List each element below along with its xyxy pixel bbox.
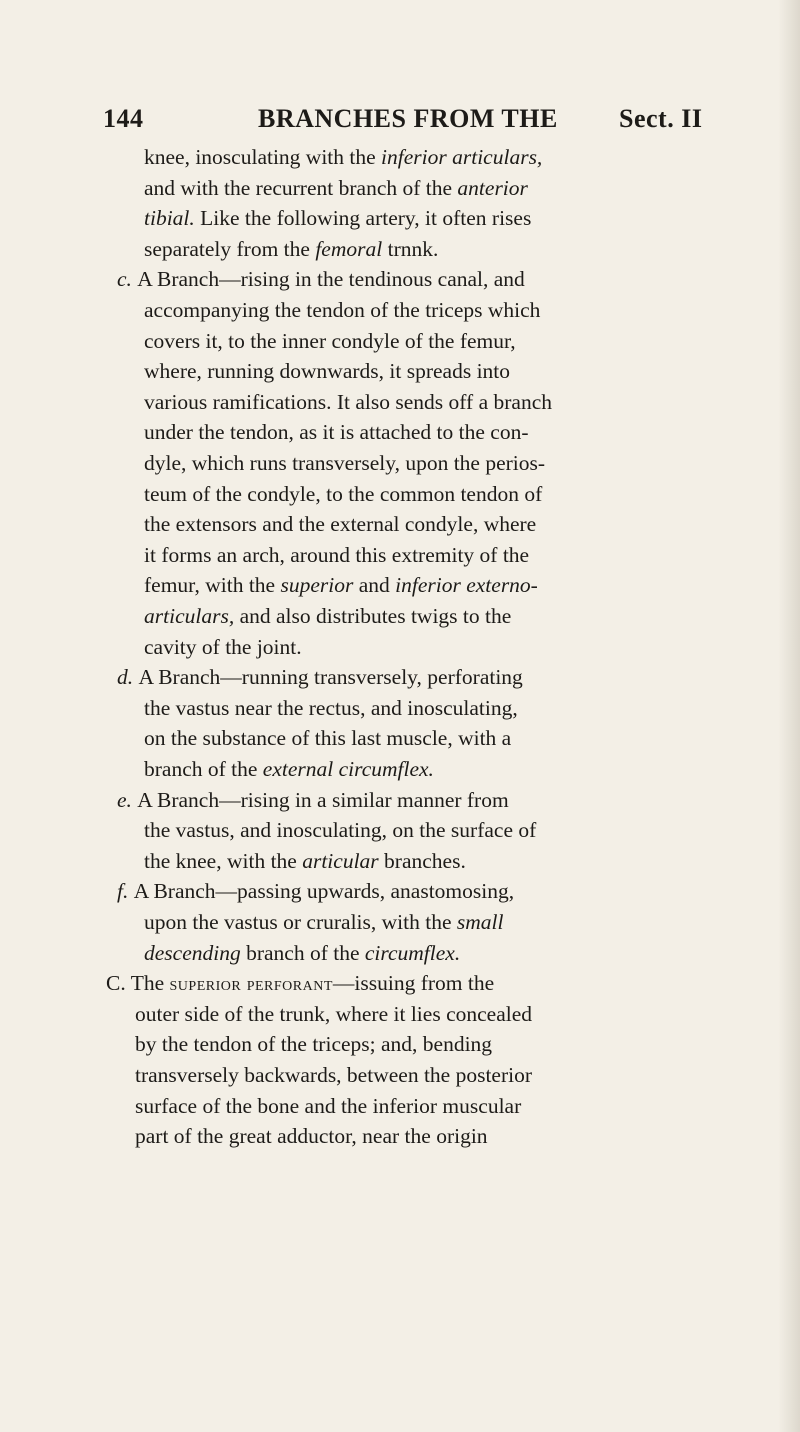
- text-line: [106, 968, 494, 1000]
- text-line: [117, 662, 523, 693]
- item-label: f.: [117, 879, 134, 904]
- text-line: [144, 693, 518, 724]
- text-span: A Branch—running transversely, perforating: [138, 665, 523, 690]
- italic-term: articular: [302, 848, 379, 873]
- text-span: where, running downwards, it spreads into: [144, 359, 511, 384]
- italic-term: inferior articulars,: [381, 145, 543, 169]
- text-line: [144, 417, 529, 448]
- text-line: [144, 601, 511, 632]
- running-title: BRANCHES FROM THE: [258, 104, 558, 133]
- text-span: and also distributes twigs to the: [234, 604, 512, 628]
- text-span: the vastus near the rectus, and inosculating,: [144, 695, 518, 720]
- text-span: accompanying the tendon of the triceps which: [144, 298, 541, 322]
- text-line: [117, 785, 509, 816]
- item-label: d.: [117, 665, 139, 690]
- text-span: A Branch—rising in a similar manner from: [137, 787, 509, 812]
- text-span: the extensors and the external condyle, where: [144, 512, 537, 537]
- text-line: [144, 846, 466, 877]
- italic-term: external circumflex.: [262, 757, 434, 781]
- text-span: C. The: [106, 971, 170, 996]
- text-span: the knee, with the: [144, 848, 303, 873]
- text-span: and with the recurrent branch of the: [144, 175, 458, 200]
- text-line: [144, 509, 536, 540]
- italic-term: inferior externo-: [395, 573, 538, 598]
- italic-term: superior: [280, 573, 354, 598]
- text-line: [135, 1121, 488, 1152]
- text-span: cavity of the joint.: [144, 634, 302, 659]
- text-span: trnnk.: [382, 236, 439, 261]
- text-line: [144, 632, 302, 663]
- text-line: [144, 234, 438, 265]
- text-span: femur, with the: [144, 573, 281, 598]
- text-line: [135, 1060, 532, 1091]
- text-span: branch of the: [240, 940, 365, 965]
- text-line: [144, 326, 516, 357]
- text-span: it forms an arch, around this extremity of the: [144, 542, 530, 567]
- text-span: transversely backwards, between the posterior: [135, 1063, 533, 1087]
- text-line: [144, 203, 531, 234]
- item-label: e.: [117, 787, 138, 812]
- text-line: [144, 387, 552, 418]
- item-label: c.: [117, 267, 138, 292]
- text-line: [144, 173, 528, 204]
- text-line: [144, 570, 538, 601]
- running-header: [103, 104, 743, 144]
- text-line: [144, 142, 542, 173]
- italic-term: circumflex.: [364, 940, 461, 965]
- italic-term: small: [456, 910, 504, 934]
- text-span: dyle, which runs transversely, upon the perios-: [144, 451, 546, 475]
- text-span: on the substance of this last muscle, with a: [144, 726, 512, 751]
- text-span: surface of the bone and the inferior muscular: [135, 1093, 522, 1118]
- text-span: by the tendon of the triceps; and, bending: [135, 1032, 493, 1057]
- text-span: A Branch—passing upwards, anastomosing,: [133, 879, 515, 904]
- text-line: [144, 295, 540, 326]
- text-line: [135, 1091, 521, 1122]
- text-span: —issuing from the: [332, 971, 495, 996]
- text-line: [144, 907, 503, 938]
- text-span: teum of the condyle, to the common tendon of: [144, 481, 543, 506]
- text-span: branches.: [378, 848, 466, 873]
- text-line: [135, 1029, 492, 1060]
- text-span: part of the great adductor, near the origin: [135, 1124, 488, 1149]
- text-line: [144, 815, 536, 846]
- text-line: [144, 938, 460, 969]
- text-line: [144, 754, 434, 785]
- text-line: [135, 999, 532, 1030]
- text-line: [144, 448, 545, 479]
- page-edge-shadow: [778, 0, 800, 1432]
- italic-term: descending: [144, 940, 241, 965]
- text-span: outer side of the trunk, where it lies concealed: [135, 1001, 533, 1026]
- small-caps-term: superior perforant: [169, 973, 333, 996]
- text-span: the vastus, and inosculating, on the surface of: [144, 818, 537, 843]
- text-span: separately from the: [144, 236, 316, 261]
- text-span: various ramifications. It also sends off a branch: [144, 389, 552, 414]
- text-span: and: [353, 573, 396, 598]
- section-label: Sect. II: [619, 104, 703, 133]
- text-span: A Branch—rising in the tendinous canal, and: [137, 267, 525, 292]
- text-line: [144, 356, 510, 387]
- text-line: [144, 723, 511, 754]
- italic-term: femoral: [315, 236, 383, 261]
- text-span: Like the following artery, it often rises: [194, 206, 532, 231]
- text-line: [117, 876, 514, 907]
- page-number: 144: [103, 104, 144, 133]
- text-span: under the tendon, as it is attached to the con-: [144, 420, 529, 445]
- italic-term: anterior: [457, 175, 528, 200]
- text-span: upon the vastus or cruralis, with the: [144, 910, 457, 934]
- text-line: [144, 479, 542, 510]
- text-line: [117, 264, 525, 295]
- italic-term: tibial.: [144, 206, 195, 231]
- text-span: knee, inosculating with the: [144, 145, 382, 169]
- text-line: [144, 540, 529, 571]
- italic-term: articulars,: [144, 604, 235, 628]
- text-span: covers it, to the inner condyle of the femur,: [144, 328, 516, 353]
- text-span: branch of the: [144, 757, 263, 781]
